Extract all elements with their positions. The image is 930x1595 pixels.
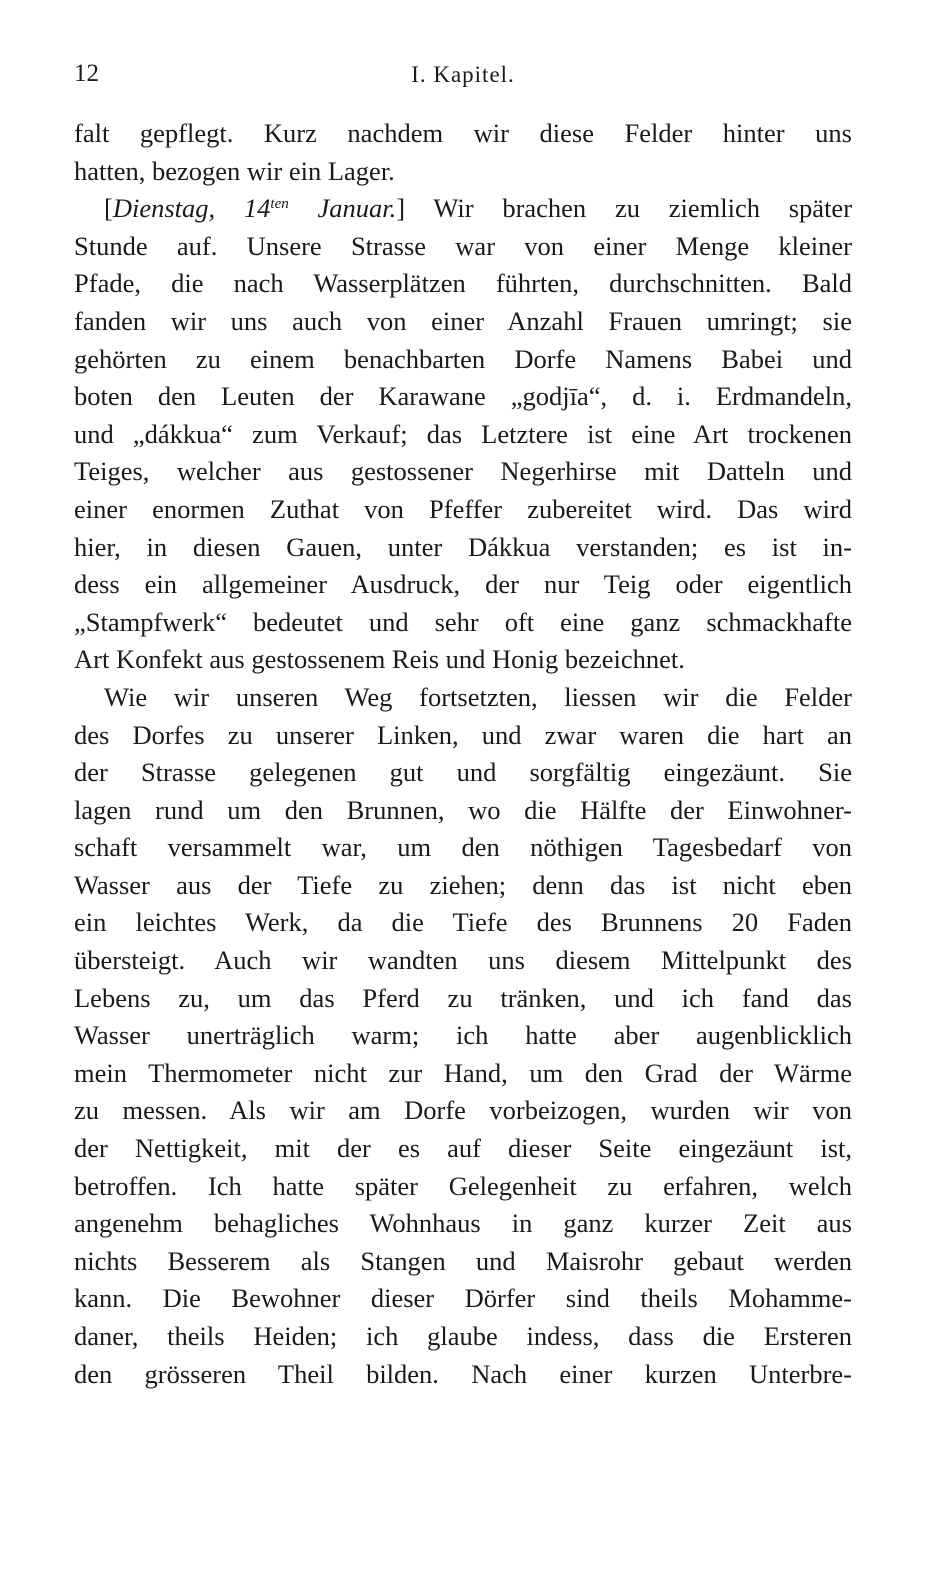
text-line: mein Thermometer nicht zur Hand, um den Grad der Wärme — [74, 1057, 852, 1088]
text-line: boten den Leuten der Karawane „godjīa“, d. i. Erdmandeln, — [74, 381, 852, 412]
paragraph-2 — [74, 190, 852, 679]
text-line: schaft versammelt war, um den nöthigen Tagesbedarf von — [74, 832, 852, 863]
text-line: Stunde auf. Unsere Strasse war von einer Menge kleiner — [74, 230, 852, 261]
text-line: Wie wir unseren Weg fortsetzten, liessen wir die Felder — [104, 681, 852, 712]
date-day: Dienstag, 14 — [112, 193, 271, 224]
paragraph-3 — [74, 679, 852, 1393]
text-line: Teiges, welcher aus gestossener Negerhirse mit Datteln und — [74, 456, 852, 487]
text-line: hier, in diesen Gauen, unter Dákkua verstanden; es ist in- — [74, 531, 852, 562]
date-superscript: ten — [270, 196, 289, 213]
page-number: 12 — [74, 60, 99, 87]
text-line: gehörten zu einem benachbarten Dorfe Namens Babei und — [74, 343, 852, 374]
text-line: dess ein allgemeiner Ausdruck, der nur Teig oder eigentlich — [74, 569, 852, 600]
text-line: Wasser unerträglich warm; ich hatte aber augenblicklich — [74, 1020, 852, 1051]
text-line: hatten, bezogen wir ein Lager. — [74, 155, 395, 186]
text-line — [74, 190, 852, 228]
text-line: Art Konfekt aus gestossenem Reis und Honig bezeichnet. — [74, 644, 685, 675]
text-line: des Dorfes zu unserer Linken, und zwar waren die hart an — [74, 719, 852, 750]
text-line: ein leichtes Werk, da die Tiefe des Brunnens 20 Faden — [74, 907, 852, 938]
text-line: und „dákkua“ zum Verkauf; das Letztere ist eine Art trockenen — [74, 418, 852, 449]
text-line: fanden wir uns auch von einer Anzahl Frauen umringt; sie — [74, 305, 852, 336]
text-line: nichts Besserem als Stangen und Maisrohr gebaut werden — [74, 1245, 852, 1276]
text-line: einer enormen Zuthat von Pfeffer zubereitet wird. Das wird — [74, 493, 852, 524]
text-line: der Strasse gelegenen gut und sorgfältig eingezäunt. Sie — [74, 757, 852, 788]
text-line: Pfade, die nach Wasserplätzen führten, durchschnitten. Bald — [74, 268, 852, 299]
text-line: zu messen. Als wir am Dorfe vorbeizogen, wurden wir von — [74, 1095, 852, 1126]
text-line: betroffen. Ich hatte später Gelegenheit zu erfahren, welch — [74, 1170, 852, 1201]
text-line: der Nettigkeit, mit der es auf dieser Seite eingezäunt ist, — [74, 1133, 852, 1164]
paragraph-1 — [74, 115, 852, 190]
text-line: kann. Die Bewohner dieser Dörfer sind theils Mohamme- — [74, 1283, 852, 1314]
text-line: „Stampfwerk“ bedeutet und sehr oft eine ganz schmackhafte — [74, 606, 852, 637]
text-line: Wasser aus der Tiefe zu ziehen; denn das ist nicht eben — [74, 869, 852, 900]
first-line-rest: Wir brachen zu ziemlich später — [405, 193, 852, 224]
page-header — [74, 60, 852, 94]
text-line: übersteigt. Auch wir wandten uns diesem Mittelpunkt des — [74, 945, 852, 976]
date-bracket-close: ] — [396, 193, 406, 224]
text-line: angenehm behagliches Wohnhaus in ganz kurzer Zeit aus — [74, 1208, 852, 1239]
date-bracket-open: [ — [104, 193, 113, 224]
body-text — [74, 115, 852, 1393]
date-note — [113, 193, 396, 223]
text-line: lagen rund um den Brunnen, wo die Hälfte der Einwohner- — [74, 794, 852, 825]
text-line: den grösseren Theil bilden. Nach einer kurzen Unterbre- — [74, 1358, 852, 1389]
text-line: Lebens zu, um das Pferd zu tränken, und ich fand das — [74, 982, 852, 1013]
text-line: falt gepflegt. Kurz nachdem wir diese Felder hinter uns — [74, 118, 852, 148]
running-head: I. Kapitel. — [411, 62, 515, 87]
text-line: daner, theils Heiden; ich glaube indess, dass die Ersteren — [74, 1321, 852, 1351]
date-month: Januar. — [288, 193, 397, 224]
